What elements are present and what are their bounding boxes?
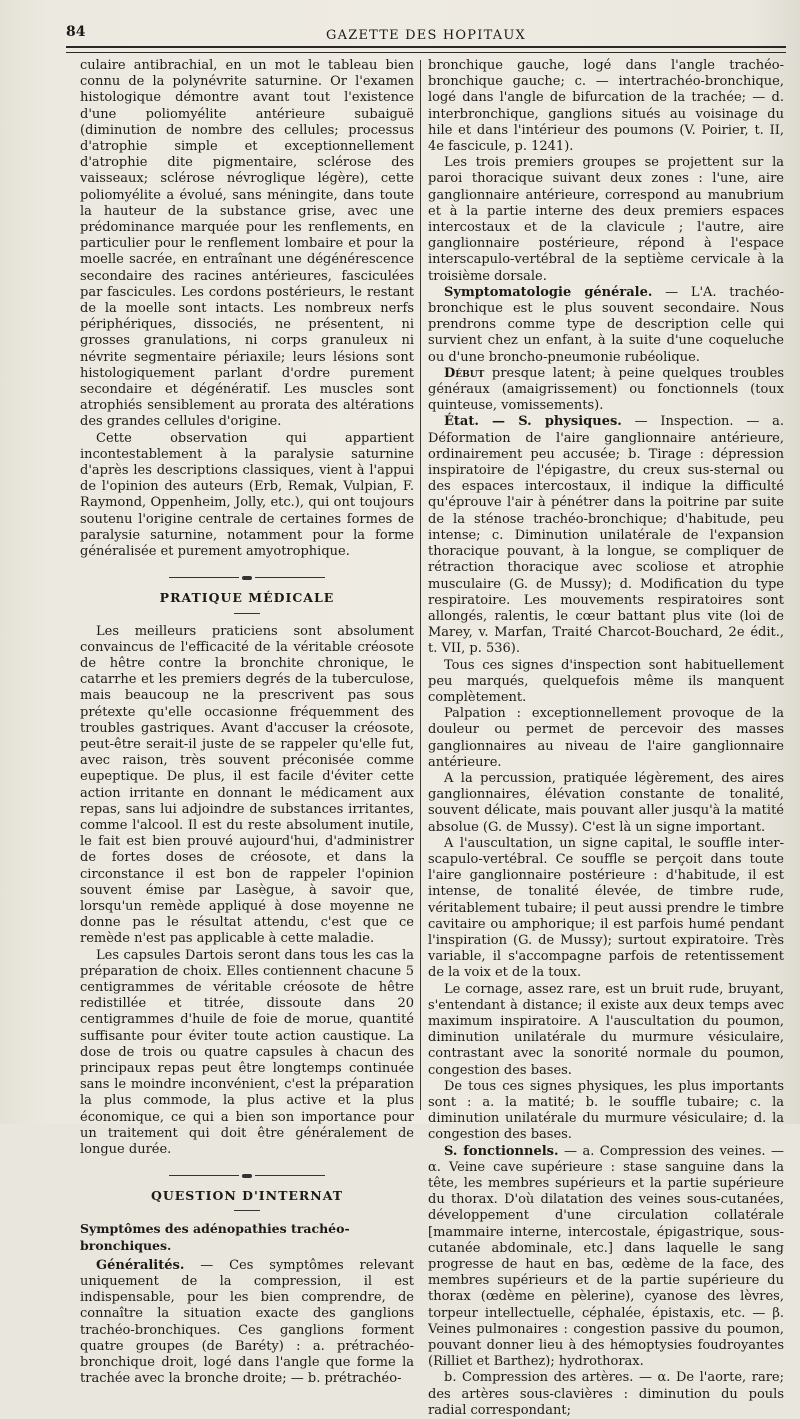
page-header xyxy=(66,24,786,54)
section-title: QUESTION D'INTERNAT xyxy=(150,1188,344,1204)
paragraph: De tous ces signes physiques, les plus importants sont : a. la matité; b. le souffle tubaire; c. la diminution unilatérale du murmure vésiculaire; d. la congestion des bases. xyxy=(428,1078,784,1143)
paragraph: Tous ces signes d'inspection sont habituellement peu marqués, quelquefois même ils manquent complètement. xyxy=(428,657,784,705)
paragraph: Les trois premiers groupes se projettent sur la paroi thoracique suivant deux zones : l'une, aire ganglionnaire antérieure, correspond au manubrium et à la partie interne des deux premiers espaces intercostaux et de la clavicule ; l'autre, aire ganglionnaire postérieure, répond à l'espace interscapulo-vertébral de la septième cervicale à la troisième dorsale. xyxy=(428,155,784,284)
paragraph-lead: S. fonctionnels. xyxy=(444,1143,559,1159)
column-divider xyxy=(420,60,421,1110)
paragraph xyxy=(428,285,784,366)
short-rule xyxy=(234,613,260,614)
paragraph-lead: Symptomatologie générale. xyxy=(444,284,653,300)
paragraph xyxy=(428,1144,784,1371)
page-number: 84 xyxy=(66,24,86,40)
paragraph: Les meilleurs praticiens sont absolument convaincus de l'efficacité de la véritable créosote de hêtre contre la bronchite chronique, le catarrhe et les premiers degrés de la tuberculose, mais beaucoup ne la prescrivent pas sous prétexte qu'elle occasionne fréquemment des troubles gastriques. Avant d'accuser la créosote, peut-être serait-il juste de se rappeler qu'elle fut, avec raison, très souvent préconisée comme eupeptique. De plus, il est facile d'éviter cette action irritante en donnant le médicament aux repas, sans lui adjoindre de substances irritantes, comme l'alcool. Il est du reste absolument inutile, le fait est bien prouvé aujourd'hui, d'administrer de fortes doses de créosote, et dans la circonstance il est bon de rappeler l'opinion souvent émise par Lasègue, à savoir que, lorsqu'un remède appliqué à dose moyenne ne donne pas le résultat attendu, c'est que ce remède n'est pas applicable à cette maladie. xyxy=(80,623,414,947)
paragraph-text: — a. Compression des veines. — α. Veine cave supérieure : stase sanguine dans la tête, les membres supérieurs et la partie supérieure du thorax. D'où dilatation des veines sous-cutanées, développement d'une circulation collatérale [mammaire interne, intercostale, épigastrique, sous-cutanée abdominale, etc.] dans laquelle le sang progresse de haut en bas, œdème de la face, des membres supérieurs et de la partie supérieure du thorax (œdème en pèlerine), cyanose des lèvres, torpeur intellectuelle, céphalée, épistaxis, etc. — β. Veines pulmonaires : congestion passive du poumon, pouvant donner lieu à des hémoptysies foudroyantes (Rilliet et Barthez); hydrothorax. xyxy=(428,1143,784,1370)
paragraph: A l'auscultation, un signe capital, le souffle inter-scapulo-vertébral. Ce souffle se perçoit dans toute l'aire ganglionnaire postérieure : d'habitude, il est intense, de tonalité élevée, de timbre rude, véritablement tubaire; il peut aussi prendre le timbre cavitaire ou amphorique; il est parfois humé pendant l'inspiration (G. de Mussy); surtout expiratoire. Très variable, il s'accompagne parfois de retentissement de la voix et de la toux. xyxy=(428,835,784,981)
paragraph: Les capsules Dartois seront dans tous les cas la préparation de choix. Elles contiennent chacune 5 centigrammes de véritable créosote de hêtre redistillée et titrée, dissoute dans 20 centigrammes d'huile de foie de morue, quantité suffisante pour éviter toute action caustique. La dose de trois ou quatre capsules à chacun des principaux repas peut être longtemps continuée sans le moindre inconvénient, c'est la préparation la plus commode, la plus active et la plus économique, ce qui a bien son importance pour un traitement qui doit être généralement de longue durée. xyxy=(80,947,414,1157)
paragraph-lead: Début xyxy=(444,365,485,381)
left-column xyxy=(80,58,414,1387)
paragraph: bronchique gauche, logé dans l'angle trachéo-bronchique gauche; c. — intertrachéo-bronchique, logé dans l'angle de bifurcation de la trachée; — d. interbronchique, ganglions situés au voisinage du hile et dans l'intérieur des poumons (V. Poirier, t. II, 4e fascicule, p. 1241). xyxy=(428,58,784,155)
paragraph: Cette observation qui appartient incontestablement à la paralysie saturnine d'après les descriptions classiques, vient à l'appui de l'opinion des auteurs (Erb, Remak, Vulpian, F. Raymond, Oppenheim, Jolly, etc.), qui ont toujours soutenu l'origine centrale de certaines formes de paralysie saturnine, notamment pour la forme généralisée et purement amyotrophique. xyxy=(80,430,414,560)
paragraph-lead: État. — S. physiques. xyxy=(444,414,622,430)
paragraph-text: — Ces symptômes relevant uniquement de la compression, il est indispensable, pour les bien comprendre, de connaître la situation exacte des ganglions trachéo-bronchiques. Ces ganglions forment quatre groupes (de Baréty) : a. prétrachéo-bronchique droit, logé dans l'angle que forme la trachée avec la bronche droite; — b. prétrachéo- xyxy=(80,1257,414,1387)
paragraph-text: presque latent; à peine quelques troubles généraux (amaigrissement) ou fonctionnels (toux quinteuse, vomissements). xyxy=(428,365,784,414)
paragraph xyxy=(428,366,784,415)
header-rule xyxy=(66,46,786,48)
right-column xyxy=(428,58,784,1419)
running-title: GAZETTE DES HOPITAUX xyxy=(326,28,526,43)
paragraph xyxy=(80,1258,414,1388)
paragraph-text: — L'A. trachéo-bronchique est le plus souvent secondaire. Nous prendrons comme type de description celle qui survient chez un enfant, à la suite d'une coqueluche ou d'une broncho-pneumonie rubéolique. xyxy=(428,284,784,365)
paragraph xyxy=(428,414,784,657)
header-rule-thin xyxy=(66,52,786,53)
ornament-divider xyxy=(80,1168,414,1180)
paragraph-text: — Inspection. — a. Déformation de l'aire ganglionnaire antérieure, ordinairement peu accusée; b. Tirage : dépression inspiratoire de l'épigastre, du creux sus-sternal ou des espaces intercostaux, il indique la difficulté qu'éprouve l'air à pénétrer dans la poitrine par suite de la sténose trachéo-bronchique; d'habitude, peu intense; c. Diminution unilatérale de l'expansion thoracique pouvant, à la longue, se compliquer de rétraction thoracique avec scoliose et atrophie musculaire (G. de Mussy); d. Modification du type respiratoire. Les mouvements respiratoires sont allongés, ralentis, le cœur battant plus vite (loi de Marey, v. Marfan, Traité Charcot-Bouchard, 2e édit., t. VII, p. 536). xyxy=(428,414,784,657)
subheading: Symptômes des adénopathies trachéo-bronchiques. xyxy=(80,1221,350,1253)
paragraph: culaire antibrachial, en un mot le tableau bien connu de la polynévrite saturnine. Or l'examen histologique démontre avant tout l'existence d'une poliomyélite antérieure subaiguë (diminution de nombre des cellules; processus d'atrophie simple et exceptionnellement d'atrophie dite pigmentaire, sclérose des vaisseaux; sclérose névroglique légère), cette poliomyélite a évolué, sans méningite, dans toute la hauteur de la substance grise, avec une prédominance marquée pour les renflements, en particulier pour le renflement lombaire et pour la moelle sacrée, en entraînant une dégénérescence secondaire des racines antérieures, fasciculées par fascicules. Les cordons postérieurs, le restant de la moelle sont intacts. Les nombreux nerfs périphériques, dissociés, ne présentent, ni grosses granulations, ni corps granuleux ni névrite segmentaire périaxile; leurs lésions sont histologiquement parlant d'ordre purement secondaire et dégénératif. Les muscles sont atrophiés sensiblement au prorata des altérations des grandes cellules d'origine. xyxy=(80,58,414,430)
paragraph: b. Compression des artères. — α. De l'aorte, rare; des artères sous-clavières : diminution du pouls radial correspondant; xyxy=(428,1370,784,1418)
short-rule xyxy=(234,1210,260,1211)
ornament-divider xyxy=(80,570,414,582)
paragraph-lead: Généralités. xyxy=(96,1257,185,1273)
paragraph: Le cornage, assez rare, est un bruit rude, bruyant, s'entendant à distance; il existe aux deux temps avec maximum inspiratoire. A l'auscultation du poumon, diminution unilatérale du murmure vésiculaire, contrastant avec la sonorité normale du poumon, congestion des bases. xyxy=(428,981,784,1078)
section-title: PRATIQUE MÉDICALE xyxy=(159,590,335,606)
paragraph: A la percussion, pratiquée légèrement, des aires ganglionnaires, élévation constante de tonalité, souvent délicate, mais pouvant aller jusqu'à la matité absolue (G. de Mussy). C'est là un signe important. xyxy=(428,770,784,835)
paragraph: Palpation : exceptionnellement provoque de la douleur ou permet de percevoir des masses ganglionnaires au niveau de l'aire ganglionnaire antérieure. xyxy=(428,706,784,770)
